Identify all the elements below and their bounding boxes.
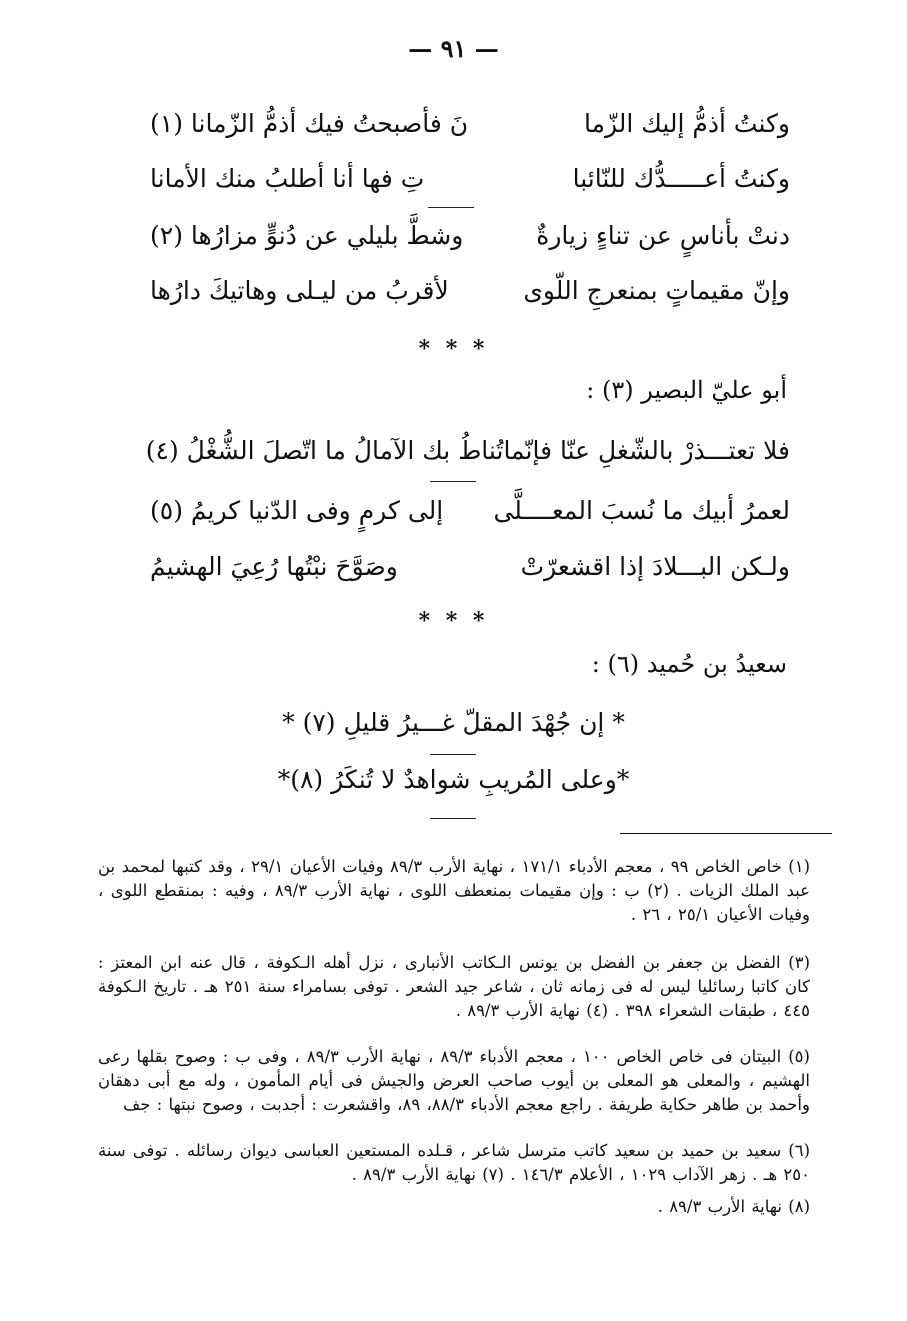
verse-hemistich-right: وكنتُ أذمُّ إليك الزّما — [583, 108, 790, 138]
footnote: (١) خاص الخاص ٩٩ ، معجم الأدباء ١٧١/١ ، نهاية الأرب ٨٩/٣ وفيات الأعيان ٢٩/١ ، وقد كتبها لمحمد بن عبد الملك الزيات . (٢) ب : وإن مقيمات بمنعطف اللوى ، نهاية الأرب ٨٩/٣ ، وفيه : بمنقطع اللوى ، وفيات الأعيان ٢٥/١ ، ٢٦ . — [98, 857, 810, 924]
verse-hemistich-right: فلا تعتـــذرْ بالشّغلِ عنّا فإنّما — [503, 435, 790, 465]
verse-line — [150, 103, 790, 143]
verse-hemistich-right: لعمرُ أبيك ما نُسبَ المعــــلَّى — [493, 495, 790, 525]
verse-hemistich-left: تِ فها أنا أطلبُ منك الأمانا — [150, 163, 425, 193]
verse-line — [150, 546, 790, 586]
verse-line — [150, 215, 790, 255]
verse-hemistich-left: نَ فأصبحتُ فيك أذمُّ الزّمانا (١) — [150, 108, 469, 138]
verse-hemistich-left: إلى كرمٍ وفى الدّنيا كريمُ (٥) — [150, 495, 444, 525]
verse-line — [150, 490, 790, 530]
verse-hemistich-right: ولـكن البـــلادَ إذا اقشعرّتْ — [520, 551, 790, 581]
footnote: (٣) الفضل بن جعفر بن الفضل بن يونس الـكاتب الأنبارى ، نزل أهله الـكوفة ، قال عنه ابن المعتز : كان كاتبا رسائليا ليس له فى زمانه ثان ، شاعر جيد الشعر . توفى بسامراء سنة ٢٥١ هـ . تاريخ الـكوفة ٤٤٥ ، طبقات الشعراء ٣٩٨ . (٤) نهاية الأرب ٨٩/٣ . — [98, 953, 811, 1020]
verse-hemistich-left: وشطَّ بليلي عن دُنوٍّ مزارُها (٢) — [150, 220, 464, 250]
poem-separator — [430, 818, 476, 819]
poem-separator — [430, 754, 476, 755]
section-divider-stars: * * * — [418, 336, 489, 362]
page-number: — ٩١ — — [408, 34, 499, 63]
verse-hemistich-right: وكنتُ أعـــــدُّك للنّائبا — [572, 163, 790, 193]
footnote: (٨) نهاية الأرب ٨٩/٣ . — [657, 1197, 810, 1216]
poet-heading: أبو عليّ البصير (٣) : — [586, 376, 787, 404]
poet-heading: سعيدُ بن حُميد (٦) : — [591, 650, 787, 678]
single-verse-line: *وعلى المُريبِ شواهدٌ لا تُنكَرُ (٨)* — [277, 765, 630, 794]
verse-line — [145, 430, 790, 470]
single-verse-line: * إن جُهْدَ المقلّ غـــيرُ قليلِ (٧) * — [282, 708, 625, 737]
section-divider-stars: * * * — [418, 608, 489, 634]
footnote-rule — [620, 833, 832, 834]
poem-separator — [428, 207, 474, 208]
verse-hemistich-left: لأقربُ من ليـلى وهاتيكَ دارُها — [150, 275, 449, 305]
verse-hemistich-right: دنتْ بأناسٍ عن تناءٍ زيارةٌ — [536, 220, 790, 250]
verse-hemistich-left: تُناطُ بك الآمالُ ما اتّصلَ الشُّغْلُ (٤) — [145, 435, 504, 465]
footnote: (٥) البيتان فى خاص الخاص ١٠٠ ، معجم الأدباء ٨٩/٣ ، نهاية الأرب ٨٩/٣ ، وفى ب : وصوح بقلها رعى الهشيم ، والمعلى هو المعلى بن أيوب صاحب العرض والجيش فى أيام المأمون ، وله مع أبى دهقان وأحمد بن طاهر حكاية طريفة . راجع معجم الأدباء ٨٨/٣، ٨٩، واقشعرت : أجدبت ، وصوح نبتها : جف — [98, 1047, 810, 1114]
verse-line — [150, 158, 790, 198]
poem-separator — [430, 481, 476, 482]
footnote: (٦) سعيد بن حميد بن سعيد كاتب مترسل شاعر ، قـلده المستعين العباسى ديوان رسائله . توفى سنة ٢٥٠ هـ . زهر الآداب ١٠٢٩ ، الأعلام ١٤٦/٣ . (٧) نهاية الأرب ٨٩/٣ . — [98, 1141, 810, 1184]
verse-line — [150, 270, 790, 310]
verse-hemistich-left: وصَوَّحَ نبْتُها رُعِيَ الهشيمُ — [150, 551, 398, 581]
verse-hemistich-right: وإنّ مقيماتٍ بمنعرجِ اللّوى — [523, 275, 790, 305]
